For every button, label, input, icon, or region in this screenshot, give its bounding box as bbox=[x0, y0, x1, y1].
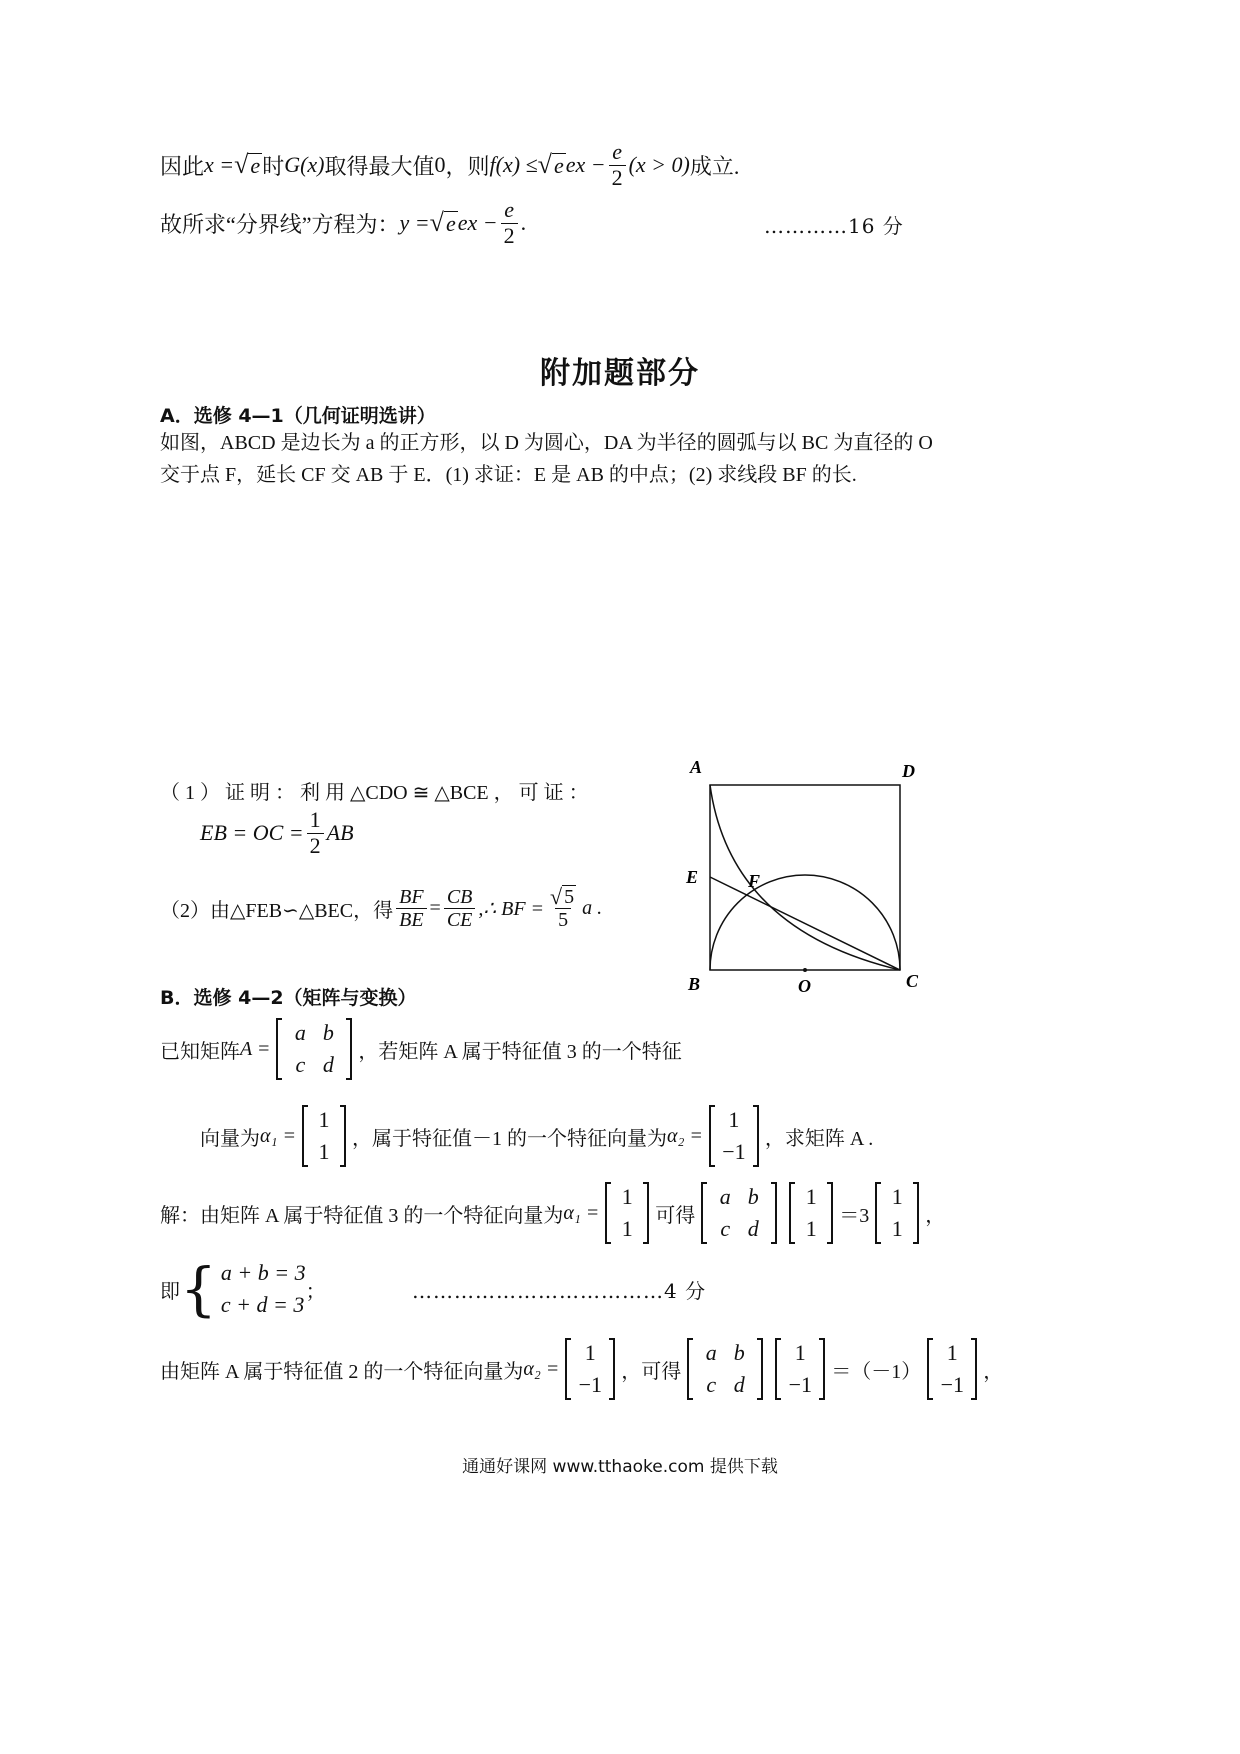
text-lead: 故所求“分界线”方程为： bbox=[160, 211, 400, 237]
score-4: ………………………………4 分 bbox=[412, 1279, 707, 1303]
vector-entry: 1 bbox=[805, 1184, 817, 1209]
section-a-heading: A．选修 4—1（几何证明选讲） bbox=[160, 405, 436, 427]
vector-alpha1 bbox=[789, 1182, 833, 1244]
matrix-entry: b bbox=[733, 1340, 745, 1365]
label-e: E bbox=[686, 867, 699, 887]
text-lead: 即 bbox=[160, 1278, 180, 1303]
text-x-eq: x = bbox=[204, 152, 235, 177]
frac-den: CE bbox=[444, 908, 476, 931]
matrix-entry: d bbox=[322, 1052, 334, 1077]
problem-a-line2: 交于点 F，延长 CF 交 AB 于 E．(1) 求证：E 是 AB 的中点；(2) 求线段 BF 的长. bbox=[160, 464, 857, 486]
sqrt-arg: e bbox=[250, 152, 261, 178]
text-a-eq: A = bbox=[240, 1037, 271, 1060]
segment-ec bbox=[710, 877, 900, 970]
text-zero: 0 bbox=[434, 152, 446, 177]
frac-num: e bbox=[504, 197, 514, 223]
equation-2: c + d = 3 bbox=[220, 1292, 305, 1317]
vector-entry: 1 bbox=[621, 1216, 633, 1241]
label-d: D bbox=[902, 761, 915, 781]
text-alpha1: α₁ = bbox=[260, 1124, 296, 1147]
fraction-cb-ce bbox=[444, 886, 476, 931]
text-tail: ，求矩阵 A . bbox=[764, 1127, 874, 1150]
proof-1-lead: （ 1 ） 证 明 ： 利 用 △CDO ≅ △BCE ， 可 证 ： bbox=[160, 782, 589, 804]
vector-alpha1 bbox=[875, 1182, 919, 1244]
label-f: F bbox=[748, 871, 761, 891]
sqrt-e: √ e bbox=[234, 150, 261, 179]
text-tail: ，若矩阵 A 属于特征值 3 的一个特征 bbox=[358, 1040, 682, 1063]
label-a: A bbox=[690, 757, 703, 777]
line-boundary-equation bbox=[160, 198, 526, 248]
problem-b-line1 bbox=[160, 1016, 682, 1082]
arc-center-d bbox=[710, 785, 900, 970]
vector-alpha2 bbox=[927, 1338, 977, 1400]
text-eq-left: EB = OC = bbox=[200, 820, 304, 845]
text-lead: 解：由矩阵 A 属于特征值 3 的一个特征向量为 bbox=[160, 1204, 564, 1227]
text-lead: 由矩阵 A 属于特征值 2 的一个特征向量为 bbox=[160, 1360, 524, 1383]
text-cond: (x > 0) bbox=[628, 152, 690, 177]
vector-alpha2 bbox=[709, 1105, 759, 1167]
vector-entry: −1 bbox=[940, 1372, 964, 1397]
matrix-entry: a bbox=[705, 1340, 717, 1365]
matrix-entry: a bbox=[294, 1020, 306, 1045]
vector-entry: 1 bbox=[318, 1107, 330, 1132]
text-gx: G(x) bbox=[284, 152, 325, 177]
vector-entry: 1 bbox=[805, 1216, 817, 1241]
text-lead: 向量为 bbox=[200, 1127, 260, 1150]
frac-num: e bbox=[612, 139, 622, 165]
text-fx: f(x) ≤ bbox=[489, 152, 538, 177]
text-a-end: a . bbox=[582, 896, 603, 919]
vector-alpha2 bbox=[565, 1338, 615, 1400]
label-o: O bbox=[798, 976, 811, 996]
text-eq: = bbox=[429, 896, 441, 919]
text-ex: ex − bbox=[565, 152, 606, 177]
text-tail: 成立. bbox=[689, 153, 740, 179]
text-ab: AB bbox=[326, 820, 354, 845]
vector-alpha1 bbox=[302, 1105, 346, 1167]
matrix-a bbox=[687, 1338, 763, 1400]
geometry-figure bbox=[680, 755, 930, 1000]
fraction-e-over-2 bbox=[609, 140, 626, 189]
equation-system bbox=[221, 1257, 306, 1321]
point-o bbox=[803, 968, 807, 972]
sqrt-arg: 5 bbox=[564, 886, 575, 908]
matrix-entry: a bbox=[719, 1184, 731, 1209]
line-max-value bbox=[160, 140, 739, 190]
section-title: 附加题部分 bbox=[540, 356, 700, 391]
solution-b-system bbox=[160, 1254, 326, 1324]
text-mid: ，可得 bbox=[621, 1360, 682, 1383]
label-c: C bbox=[906, 971, 919, 991]
equation-1: a + b = 3 bbox=[220, 1260, 306, 1286]
frac-den: 2 bbox=[501, 223, 518, 248]
matrix-entry: b bbox=[322, 1020, 334, 1045]
vector-entry: 1 bbox=[946, 1340, 958, 1365]
vector-entry: 1 bbox=[584, 1340, 596, 1365]
text-end: . bbox=[520, 210, 527, 235]
fraction-one-half bbox=[307, 808, 324, 857]
proof-2-equation bbox=[160, 880, 602, 936]
text-alpha2: α₂ = bbox=[523, 1357, 560, 1380]
fraction-e-over-2 bbox=[501, 198, 518, 247]
section-b-heading: B．选修 4—2（矩阵与变换） bbox=[160, 987, 417, 1009]
vector-entry: −1 bbox=[788, 1372, 812, 1397]
matrix-a bbox=[276, 1018, 352, 1080]
footer-download-credit: 通通好课网 www.tthaoke.com 提供下载 bbox=[462, 1457, 778, 1477]
fraction-sqrt5-over-5: √ 5 5 bbox=[550, 884, 575, 931]
text-ze: ，则 bbox=[445, 153, 490, 179]
frac-num: CB bbox=[446, 885, 473, 908]
text-therefore: ,∴ BF = bbox=[478, 897, 545, 920]
solution-b-line3 bbox=[160, 1336, 1003, 1402]
vector-alpha1 bbox=[605, 1182, 649, 1244]
vector-alpha2 bbox=[775, 1338, 825, 1400]
text-y: y = bbox=[399, 210, 430, 235]
vector-entry: 1 bbox=[794, 1340, 806, 1365]
matrix-entry: c bbox=[295, 1052, 306, 1077]
vector-entry: 1 bbox=[891, 1216, 903, 1241]
matrix-entry: c bbox=[706, 1372, 717, 1397]
frac-num: 1 bbox=[309, 807, 321, 833]
text-lead: （2）由△FEB∽△BEC，得 bbox=[160, 899, 394, 922]
sqrt-arg: e bbox=[445, 210, 456, 236]
sqrt-arg: e bbox=[553, 152, 564, 178]
text-max: 取得最大值 bbox=[324, 153, 435, 179]
vector-entry: 1 bbox=[891, 1184, 903, 1209]
brace-icon: { bbox=[180, 1255, 217, 1323]
text-semicolon: ； bbox=[305, 1278, 326, 1303]
text-end: ， bbox=[983, 1360, 1004, 1383]
text-alpha1: α₁ = bbox=[563, 1201, 600, 1224]
matrix-entry: b bbox=[747, 1184, 759, 1209]
vector-entry: 1 bbox=[621, 1184, 633, 1209]
text-shi: 时 bbox=[262, 153, 285, 179]
text-lead: 已知矩阵 bbox=[160, 1040, 240, 1063]
vector-entry: 1 bbox=[728, 1107, 740, 1132]
matrix-entry: c bbox=[720, 1216, 731, 1241]
fraction-bf-be bbox=[396, 886, 426, 931]
frac-den: 2 bbox=[307, 833, 324, 858]
solution-b-line1 bbox=[160, 1180, 945, 1246]
frac-den: 5 bbox=[555, 908, 571, 931]
matrix-entry: d bbox=[733, 1372, 745, 1397]
frac-num: BF bbox=[399, 885, 424, 908]
sqrt-e: √ e bbox=[429, 208, 456, 237]
problem-b-line2 bbox=[200, 1103, 873, 1169]
problem-a-line1: 如图，ABCD 是边长为 a 的正方形，以 D 为圆心，DA 为半径的圆弧与以 BC 为直径的 O bbox=[160, 432, 933, 454]
frac-den: 2 bbox=[609, 165, 626, 190]
text-end: ， bbox=[925, 1204, 946, 1227]
proof-1-equation bbox=[200, 808, 354, 858]
vector-entry: 1 bbox=[318, 1139, 330, 1164]
text-alpha2: α₂ = bbox=[666, 1124, 703, 1147]
matrix-a bbox=[701, 1182, 777, 1244]
text-mid: ，属于特征值－1 的一个特征向量为 bbox=[351, 1127, 667, 1150]
text-eq: ＝3 bbox=[839, 1204, 870, 1227]
vector-entry: −1 bbox=[722, 1139, 746, 1164]
text-mid: 可得 bbox=[655, 1204, 696, 1227]
frac-den: BE bbox=[396, 908, 426, 931]
square-abcd bbox=[710, 785, 900, 970]
label-b: B bbox=[688, 974, 701, 994]
text-ex: ex − bbox=[457, 210, 498, 235]
text-lead: 因此 bbox=[160, 153, 205, 179]
text-eq: ＝（－1） bbox=[831, 1360, 922, 1383]
score-16: …………16 分 bbox=[764, 214, 904, 238]
sqrt-e-2: √ e bbox=[537, 150, 564, 179]
matrix-entry: d bbox=[747, 1216, 759, 1241]
vector-entry: −1 bbox=[578, 1372, 602, 1397]
